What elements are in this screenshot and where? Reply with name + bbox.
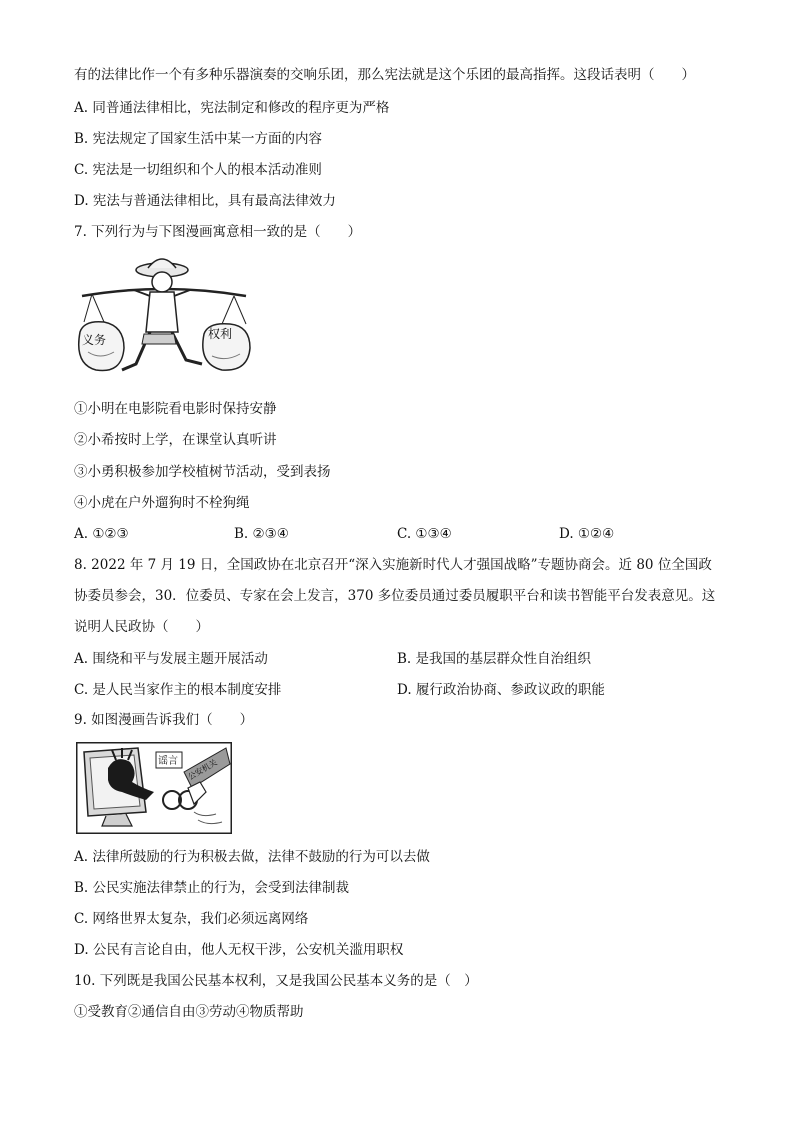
q9-stem: 9. 如图漫画告诉我们（ ） <box>74 712 254 728</box>
q8-option-a: A. 围绕和平与发展主题开展活动 <box>74 651 268 667</box>
q9-option-d: D. 公民有言论自由，他人无权干涉，公安机关滥用职权 <box>74 942 404 958</box>
q8-stem-line-1: 8. 2022 年 7 月 19 日，全国政协在北京召开“深入实施新时代人才强国战略”专题协商会。近 80 位全国政 <box>74 557 712 573</box>
q6-option-c: C. 宪法是一切组织和个人的根本活动准则 <box>74 162 322 178</box>
q9-option-a: A. 法律所鼓励的行为积极去做，法律不鼓励的行为可以去做 <box>74 849 430 865</box>
q6-option-b: B. 宪法规定了国家生活中某一方面的内容 <box>74 131 323 147</box>
q6-option-d: D. 宪法与普通法律相比，具有最高法律效力 <box>74 193 336 209</box>
q7-item-1: ①小明在电影院看电影时保持安静 <box>74 401 277 417</box>
q8-option-d: D. 履行政治协商、参政议政的职能 <box>397 682 605 698</box>
q8-option-b: B. 是我国的基层群众性自治组织 <box>397 651 592 667</box>
q10-items: ①受教育②通信自由③劳动④物质帮助 <box>74 1004 304 1020</box>
q7-item-4: ④小虎在户外遛狗时不栓狗绳 <box>74 495 250 511</box>
q7-stem: 7. 下列行为与下图漫画寓意相一致的是（ ） <box>74 224 362 240</box>
q7-option-b: B. ②③④ <box>234 526 289 542</box>
q7-item-2: ②小希按时上学，在课堂认真听讲 <box>74 432 277 448</box>
q9-police-label: 公安机关 <box>186 757 219 782</box>
q7-item-3: ③小勇积极参加学校植树节活动，受到表扬 <box>74 464 331 480</box>
q10-stem: 10. 下列既是我国公民基本权利，又是我国公民基本义务的是（ ） <box>74 973 478 989</box>
q7-cartoon-svg <box>74 252 254 388</box>
q9-option-b: B. 公民实施法律禁止的行为，会受到法律制裁 <box>74 880 350 896</box>
q9-cartoon-svg <box>76 742 232 834</box>
q7-left-bag-label: 义务 <box>82 333 107 347</box>
q8-stem-line-2: 协委员参会，30．位委员、专家在会上发言，370 多位委员通过委员履职平台和读书智能平台发表意见。这 <box>74 588 716 604</box>
q9-cartoon-figure <box>76 742 232 834</box>
q9-rumor-label: 谣言 <box>158 756 178 767</box>
q6-stem: 有的法律比作一个有多种乐器演奏的交响乐团，那么宪法就是这个乐团的最高指挥。这段话表明（ ） <box>74 67 695 83</box>
q7-cartoon-figure <box>74 252 254 388</box>
q7-option-c: C. ①③④ <box>397 526 452 542</box>
q6-option-a: A. 同普通法律相比，宪法制定和修改的程序更为严格 <box>74 100 390 116</box>
q7-option-a: A. ①②③ <box>74 526 129 542</box>
q7-option-d: D. ①②④ <box>559 526 615 542</box>
q8-stem-line-3: 说明人民政协（ ） <box>74 619 209 635</box>
q9-option-c: C. 网络世界太复杂，我们必须远离网络 <box>74 911 309 927</box>
q8-option-c: C. 是人民当家作主的根本制度安排 <box>74 682 282 698</box>
q7-right-bag-label: 权利 <box>208 327 233 341</box>
